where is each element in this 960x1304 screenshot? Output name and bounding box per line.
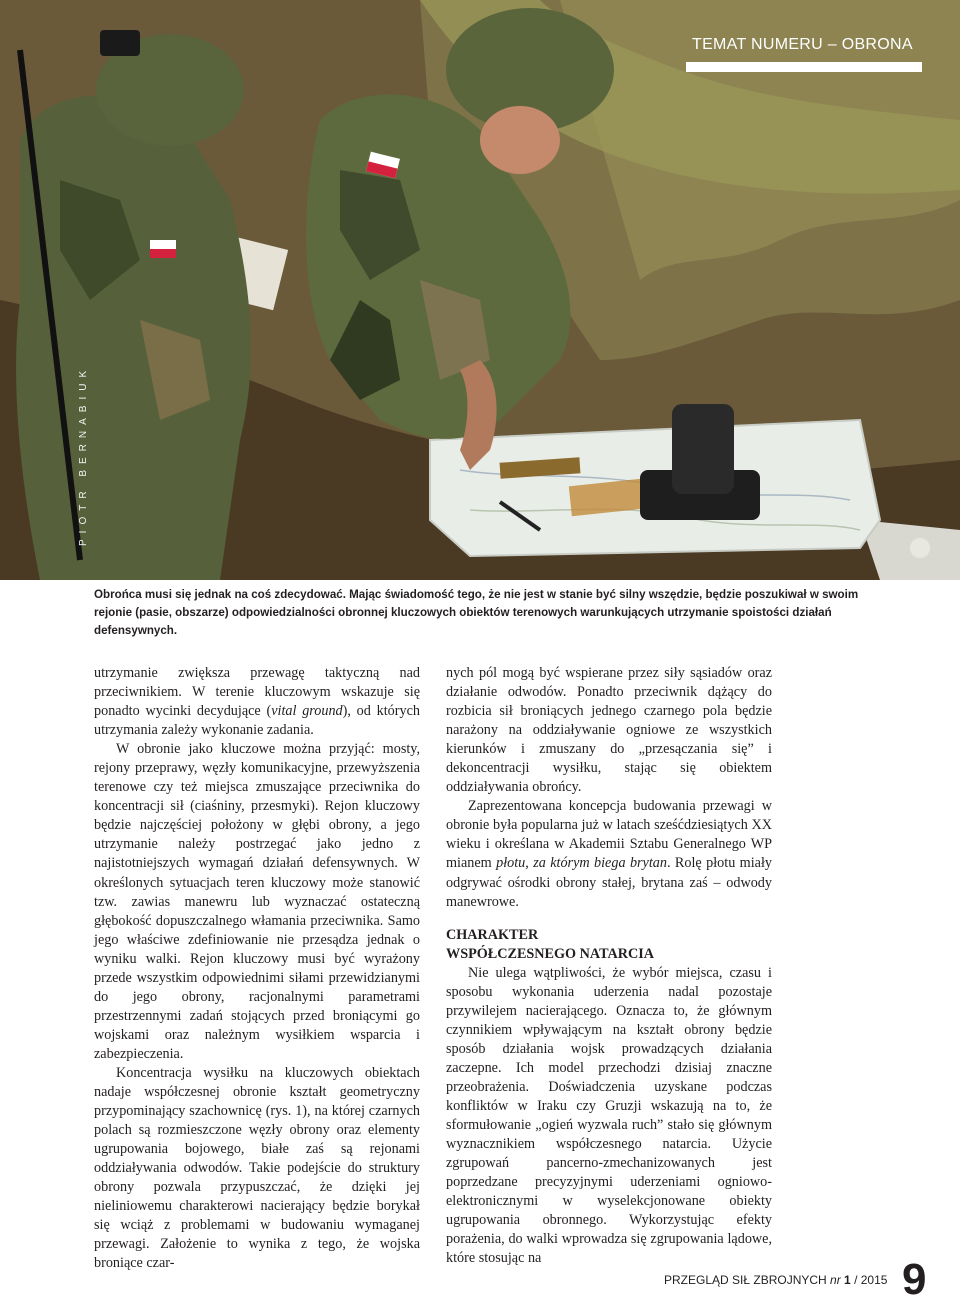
cover-photo xyxy=(0,0,960,580)
text-emphasis: płotu, za którym biega brytan xyxy=(496,855,667,872)
text-column-left xyxy=(94,664,420,1274)
section-heading xyxy=(446,926,772,964)
heading-line: CHARAKTER xyxy=(446,926,539,943)
text-emphasis: vital ground xyxy=(271,703,343,720)
issue-year: / 2015 xyxy=(850,1273,888,1287)
text-run: utrzymanie zwiększa przewagę taktyczną nad przeciwnikiem. W terenie kluczowym wskazuje się ponadto wycinki decydujące ( xyxy=(94,665,420,720)
page-number: 9 xyxy=(902,1255,927,1304)
paragraph: Nie ulega wątpliwości, że wybór miejsca, czasu i sposobu wykonania uderzenia nadal pozostaje przywilejem nacierającego. Oznacza to, że głównym czynnikiem wpływającym na kształt obrony będzie sposób działania wojsk prowadzących działania zaczepne. Ich model przechodzi dzisiaj znaczne przeobrażenia. Doświadczenia uzyskane podczas konfliktów w Iraku czy Gruzji wskazują na to, że sformułowanie „ogień wyzwala ruch” stało się głównym wyznacznikiem współczesnego natarcia. Użycie zgrupowań pancerno-zmechanizowanych jest poprzedzane precyzyjnymi uderzeniami ogniowo-elektronicznymi w wyselekcjonowane obiekty ugrupowania obronnego. Wykorzystując efekty porażenia, do walki wprowadza się zgrupowania lądowe, które stosując na xyxy=(446,964,772,1267)
photo-credit: PIOTR BERNABIUK xyxy=(78,364,89,546)
text-run: ), od których utrzymania zależy wykonanie zadania. xyxy=(94,703,420,739)
page-footer xyxy=(664,1273,887,1287)
section-tag xyxy=(686,34,922,72)
paragraph xyxy=(446,797,772,911)
section-tag-rule xyxy=(686,62,922,72)
paragraph: nych pól mogą być wspierane przez siły sąsiadów oraz działanie odwodów. Ponadto przeciwnik dążący do rozbicia sił broniących jednego czarnego pola będzie narażony na oddziaływanie ogniowe ze wszystkich kierunków i zmuszany do „przesączania się” i dekoncentracji wysiłku, stając się obiektem oddziaływania obrońcy. xyxy=(446,665,772,796)
issue-number: 1 xyxy=(844,1273,851,1287)
heading-line: WSPÓŁCZESNEGO NATARCIA xyxy=(446,945,654,962)
magazine-title: PRZEGLĄD SIŁ ZBROJNYCH xyxy=(664,1273,827,1287)
photo-caption: Obrońca musi się jednak na coś zdecydować. Mając świadomość tego, że nie jest w stanie być silny wszędzie, będzie poszukiwał w swoim rejonie (pasie, obszarze) odpowiedzialności obronnej kluczowych obiektów terenowych warunkujących utrzymanie spoistości działań defensywnych. xyxy=(94,588,859,637)
text-run: Zaprezentowana koncepcja budowania przewagi w obronie była popularna już w latach sześćdziesiątych XX wieku i określana w Akademii Sztabu Generalnego WP mianem xyxy=(446,798,772,872)
soldiers-photo-illustration xyxy=(0,0,960,580)
issue-label: nr xyxy=(826,1273,845,1287)
text-run: . Rolę płotu miały odgrywać ośrodki obrony stałej, brytana zaś – odwody manewrowe. xyxy=(446,855,772,910)
section-tag-text: TEMAT NUMERU – OBRONA xyxy=(692,36,913,53)
paragraph: W obronie jako kluczowe można przyjąć: mosty, rejony przeprawy, węzły komunikacyjne, przewyższenia terenowe czy też miejsca zmuszające przeciwnika do koncentracji sił (ciaśniny, przesmyki). Rejon kluczowy będzie najczęściej położony w głębi obrony, a jego utrzymanie należy postrzegać jako jedno z najistotniejszych wymagań działań defensywnych. W określonych sytuacjach teren kluczowy może stanowić tzw. zawias manewru lub wyznaczać ostateczną głębokość dopuszczalnego włamania przeciwnika. Samo jego właściwe zdefiniowanie nie przesądza jednak o wyniku walki. Rejon kluczowy musi być wyrażony przede wszystkim odpowiednimi siłami przewidzianymi do jego obrony, racjonalnymi parametrami przestrzennymi zadań stojących przed broniącymi go wojskami oraz należnym wysiłkiem wsparcia i zabezpieczenia. xyxy=(94,741,420,1062)
text-column-right xyxy=(446,664,772,1268)
paragraph: Koncentracja wysiłku na kluczowych obiektach nadaje współczesnej obronie kształt geometryczny przypominający szachownicę (rys. 1), na której czarnych polach są rozmieszczone węzły obrony oraz elementy ugrupowania bojowego, białe zaś są rejonami oddziaływania odwodów. Takie podejście do struktury obrony pozwala przypuszczać, że dzięki jej nieliniowemu charakterowi nacierający będzie borykał się wciąż z problemami w budowaniu wymaganej przewagi. Założenie to wynika z tego, że wojska broniące czar- xyxy=(94,1064,420,1272)
paragraph xyxy=(94,664,420,740)
